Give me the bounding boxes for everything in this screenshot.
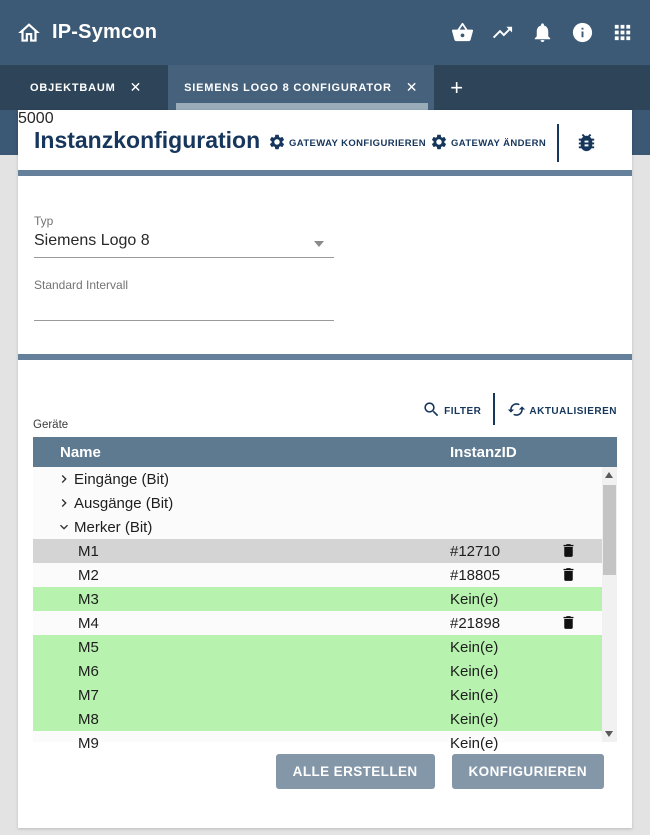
gateway-change-button[interactable] — [430, 133, 546, 151]
tab-objektbaum[interactable] — [14, 65, 158, 110]
info-icon[interactable] — [571, 21, 594, 44]
refresh-button[interactable] — [507, 400, 617, 419]
table-body — [33, 467, 617, 752]
table-row-group[interactable]: Merker (Bit) — [33, 515, 602, 539]
footer-actions — [276, 754, 604, 789]
instance-configuration-panel — [18, 110, 632, 828]
chevron-down-icon — [314, 241, 324, 247]
gateway-change-label: GATEWAY ÄNDERN — [451, 138, 547, 149]
instanz-id: Kein(e) — [450, 662, 499, 680]
refresh-icon — [507, 400, 526, 419]
table-row[interactable]: M9 Kein(e) — [78, 734, 499, 752]
chevron-right-icon[interactable] — [56, 495, 72, 511]
page-title: Instanzkonfiguration — [34, 127, 261, 153]
gear-icon — [268, 133, 286, 151]
instanz-id: Kein(e) — [450, 710, 499, 728]
table-row[interactable]: M6 Kein(e) — [33, 659, 602, 683]
section-divider — [18, 354, 632, 360]
table-row-group[interactable]: Ausgänge (Bit) — [33, 491, 602, 515]
trash-icon[interactable] — [560, 566, 577, 583]
gateway-configure-label: GATEWAY KONFIGURIEREN — [289, 138, 427, 149]
search-icon — [422, 400, 441, 419]
trend-icon[interactable] — [491, 21, 514, 44]
trash-icon[interactable] — [560, 614, 577, 631]
devices-label: Geräte — [33, 419, 69, 431]
close-icon[interactable]: ✕ — [129, 79, 143, 95]
column-header-instanzid: InstanzID — [450, 443, 517, 461]
title-divider — [557, 124, 559, 162]
scroll-down-arrow[interactable] — [605, 731, 613, 737]
scroll-up-arrow[interactable] — [605, 472, 613, 478]
app-brand[interactable] — [16, 20, 157, 46]
instanz-id: Kein(e) — [450, 686, 499, 704]
apps-grid-icon[interactable] — [611, 21, 634, 44]
scrollbar-thumb[interactable] — [603, 485, 616, 575]
instanz-id: #12710 — [450, 542, 501, 560]
active-tab-indicator — [176, 103, 428, 110]
notifications-icon[interactable] — [531, 21, 554, 44]
filter-label: FILTER — [444, 405, 482, 417]
filter-button[interactable] — [422, 400, 481, 419]
table-row-group[interactable]: Eingänge (Bit) — [33, 467, 602, 491]
trash-icon[interactable] — [560, 542, 577, 559]
toolbar-divider — [493, 393, 495, 425]
interval-underline — [34, 320, 334, 321]
instanz-id: #21898 — [450, 614, 501, 632]
refresh-label: AKTUALISIEREN — [529, 405, 617, 417]
tab-label: OBJEKTBAUM — [30, 81, 116, 94]
interval-label: Standard Intervall — [34, 278, 129, 292]
gateway-configure-button[interactable] — [268, 133, 426, 151]
chevron-right-icon[interactable] — [56, 471, 72, 487]
table-row[interactable]: M1 #12710 — [33, 539, 602, 563]
create-all-button[interactable]: ALLE ERSTELLEN — [276, 754, 435, 789]
section-divider — [18, 170, 632, 176]
table-row[interactable]: M5 Kein(e) — [33, 635, 602, 659]
app-title: IP-Symcon — [52, 21, 158, 43]
list-toolbar — [422, 391, 617, 427]
instanz-id: Kein(e) — [450, 590, 499, 608]
chevron-down-icon[interactable] — [56, 519, 72, 535]
table-row[interactable]: M8 Kein(e) — [33, 707, 602, 731]
table-row[interactable]: M3 Kein(e) — [33, 587, 602, 611]
table-row[interactable]: M2 #18805 — [33, 563, 602, 587]
store-icon[interactable] — [451, 21, 474, 44]
interval-input[interactable] — [18, 110, 318, 128]
type-underline — [34, 257, 334, 258]
column-header-name: Name — [60, 443, 101, 461]
devices-table — [33, 437, 617, 752]
instanz-id: Kein(e) — [450, 734, 499, 752]
instanz-id: #18805 — [450, 566, 501, 584]
table-row[interactable]: M4 #21898 — [33, 611, 602, 635]
home-icon — [16, 20, 42, 46]
tab-label: SIEMENS LOGO 8 CONFIGURATOR — [184, 81, 392, 94]
gear-icon — [430, 133, 448, 151]
type-select[interactable]: Siemens Logo 8 — [34, 232, 150, 249]
table-header — [33, 437, 617, 467]
bug-icon[interactable] — [575, 131, 598, 154]
add-tab-button[interactable]: + — [450, 74, 464, 100]
table-row[interactable]: M7 Kein(e) — [33, 683, 602, 707]
type-label: Typ — [34, 214, 54, 228]
top-app-bar — [0, 0, 650, 65]
configure-button[interactable]: KONFIGURIEREN — [452, 754, 604, 789]
vertical-scrollbar[interactable] — [602, 467, 617, 742]
close-icon[interactable]: ✕ — [405, 79, 419, 95]
instanz-id: Kein(e) — [450, 638, 499, 656]
